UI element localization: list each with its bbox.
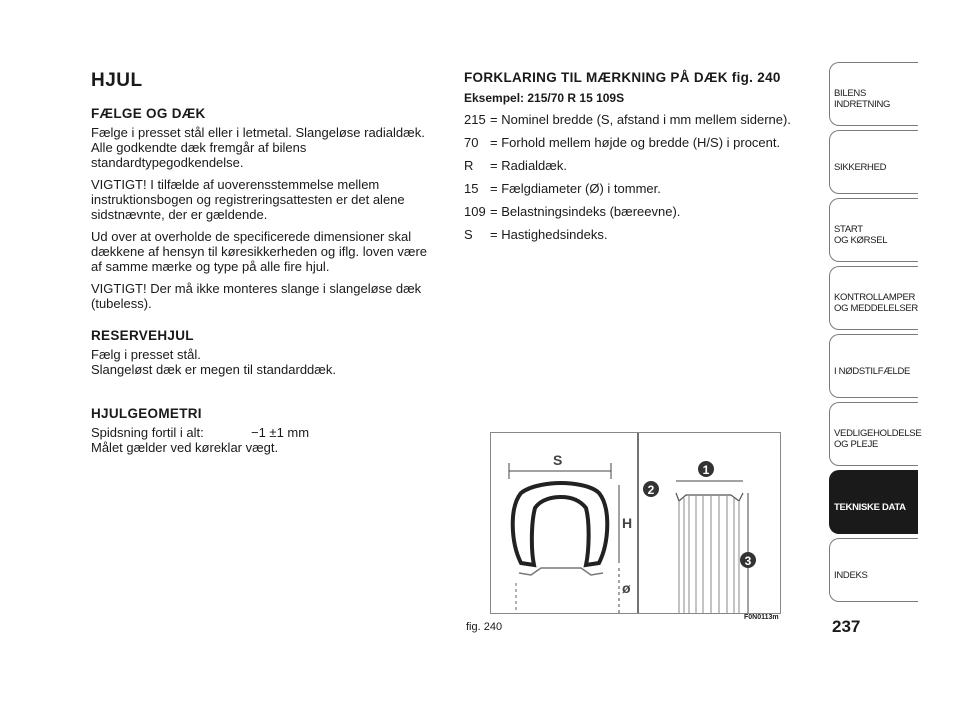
- paragraph: Målet gælder ved køreklar vægt.: [91, 440, 279, 455]
- chapter-tab-label: KONTROLLAMPER: [834, 292, 916, 303]
- chapter-tab-label: I NØDSTILFÆLDE: [834, 365, 911, 377]
- page-number: 237: [832, 617, 861, 636]
- chapter-tab[interactable]: [829, 470, 918, 534]
- marking-desc: = Hastighedsindeks.: [490, 227, 608, 242]
- chapter-tab-label: SIKKERHED: [834, 161, 887, 173]
- label-diameter: ø: [622, 580, 631, 596]
- chapter-tab[interactable]: [829, 334, 918, 398]
- callout-3: 3: [744, 554, 752, 568]
- tire-diagram-svg: [491, 433, 780, 613]
- section-heading-tire-marking: FORKLARING TIL MÆRKNING PÅ DÆK fig. 240: [464, 70, 781, 85]
- callout-1: 1: [702, 463, 710, 477]
- marking-row: [464, 227, 819, 242]
- marking-key: 15: [464, 181, 479, 196]
- section-heading-rims-tires: FÆLGE OG DÆK: [91, 106, 206, 121]
- paragraph: VIGTIGT! Der må ikke monteres slange i slangeløse dæk (tubeless).: [91, 281, 422, 311]
- marking-list: [464, 112, 819, 242]
- marking-row: [464, 135, 819, 150]
- chapter-tab-label: START: [834, 224, 863, 235]
- marking-row: [464, 158, 819, 173]
- chapter-tab-label: BILENS: [834, 88, 866, 99]
- chapter-tab[interactable]: [829, 402, 922, 466]
- chapter-tabs: [829, 62, 922, 606]
- marking-desc: = Forhold mellem højde og bredde (H/S) i procent.: [490, 135, 781, 150]
- marking-key: R: [464, 158, 474, 173]
- chapter-tab-label: INDRETNING: [834, 99, 891, 110]
- left-column: [91, 70, 441, 462]
- paragraph: Fælg i presset stål.: [91, 347, 201, 362]
- marking-desc: = Belastningsindeks (bæreevne).: [490, 204, 681, 219]
- chapter-tab[interactable]: [829, 538, 918, 602]
- chapter-tab[interactable]: [829, 266, 918, 330]
- toe-in-row: [91, 425, 441, 440]
- paragraph: Ud over at overholde de specificerede dimensioner skal dækkene af hensyn til køresikkerheden og iflg. loven være af samme mærke og type på alle fire hjul.: [91, 229, 428, 274]
- label-s: S: [553, 452, 563, 468]
- paragraph: VIGTIGT! I tilfælde af uoverensstemmelse mellem instruktionsbogen og registreringsattesten er det alene sidstnævnte, der er gældende.: [91, 177, 405, 222]
- chapter-tab[interactable]: [829, 130, 918, 194]
- paragraph: Fælge i presset stål eller i letmetal. Slangeløse radialdæk. Alle godkendte dæk fremgår af bilens standardtypegodkendelse.: [91, 125, 425, 170]
- marking-row: [464, 181, 819, 196]
- right-column: [464, 70, 819, 250]
- chapter-tab-label: OG KØRSEL: [834, 235, 888, 246]
- page-title: HJUL: [91, 70, 143, 91]
- chapter-tab-label: TEKNISKE DATA: [834, 501, 906, 513]
- example-line: Eksempel: 215/70 R 15 109S: [464, 91, 625, 105]
- section-heading-wheel-geometry: HJULGEOMETRI: [91, 406, 202, 421]
- marking-row: [464, 112, 819, 127]
- tire-diagram: [490, 432, 781, 614]
- marking-desc: = Fælgdiameter (Ø) i tommer.: [490, 181, 661, 196]
- chapter-tab-label: VEDLIGEHOLDELSE: [834, 428, 922, 439]
- chapter-tab-label: OG MEDDELELSER: [834, 303, 918, 314]
- callout-2: 2: [647, 483, 655, 497]
- chapter-tab[interactable]: [829, 62, 918, 126]
- label-h: H: [622, 515, 633, 531]
- chapter-tab-label: INDEKS: [834, 569, 868, 581]
- paragraph: Slangeløst dæk er megen til standarddæk.: [91, 362, 336, 377]
- toe-in-value: −1 ±1 mm: [251, 425, 310, 440]
- section-heading-spare-wheel: RESERVEHJUL: [91, 328, 194, 343]
- marking-key: 215: [464, 112, 486, 127]
- marking-key: 70: [464, 135, 479, 150]
- marking-desc: = Radialdæk.: [490, 158, 567, 173]
- marking-key: S: [464, 227, 473, 242]
- figure-caption: fig. 240: [466, 621, 503, 633]
- chapter-tab[interactable]: [829, 198, 918, 262]
- marking-desc: = Nominel bredde (S, afstand i mm mellem siderne).: [490, 112, 791, 127]
- marking-key: 109: [464, 204, 486, 219]
- marking-row: [464, 204, 819, 219]
- chapter-tab-label: OG PLEJE: [834, 439, 879, 450]
- figure-code: F0N0113m: [744, 614, 779, 621]
- toe-in-label: Spidsning fortil i alt:: [91, 425, 204, 440]
